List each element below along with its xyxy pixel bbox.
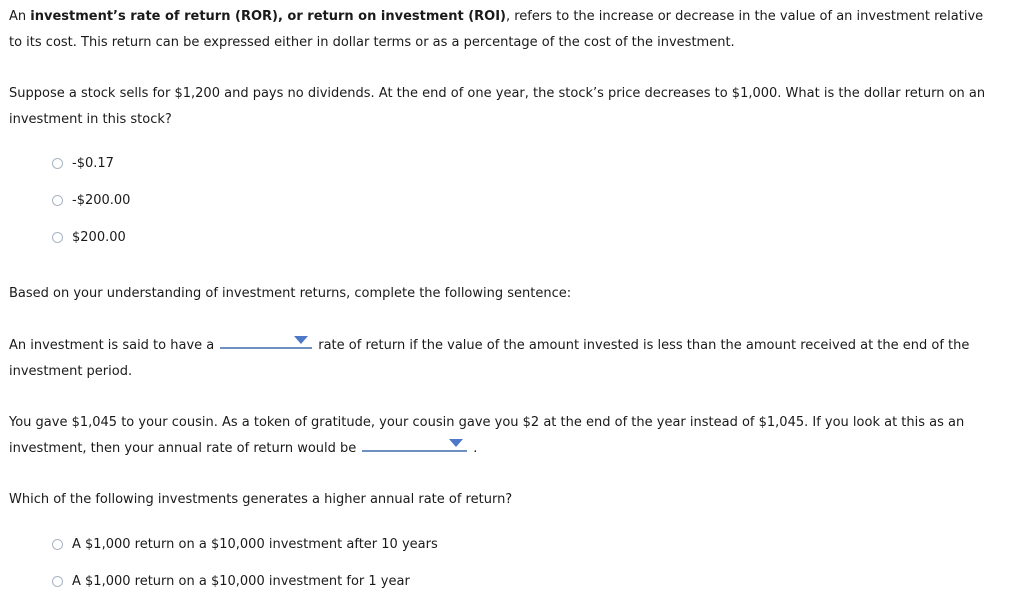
question-2-sentence — [9, 333, 999, 385]
radio-button[interactable] — [52, 158, 63, 169]
annual-return-dropdown[interactable] — [362, 436, 467, 452]
radio-button[interactable] — [52, 576, 63, 587]
rate-type-dropdown[interactable] — [220, 333, 312, 349]
q1-option-1[interactable] — [52, 153, 114, 173]
intro-paragraph — [9, 4, 999, 56]
q1-option-2[interactable] — [52, 190, 130, 210]
q1-option-3[interactable] — [52, 227, 126, 247]
question-4-prompt: Which of the following investments generates a higher annual rate of return? — [9, 492, 513, 507]
q4-option-1[interactable] — [52, 534, 438, 554]
sentence-part-before: An investment is said to have a — [9, 338, 215, 353]
option-label[interactable]: A $1,000 return on a $10,000 investment after 10 years — [72, 536, 438, 552]
intro-text-2: , refers to the increase or decrease in the value of an investment relative to its cost. This return can be expressed either in dollar terms or as a percentage of the cost of the investment. — [9, 9, 984, 50]
option-label[interactable]: A $1,000 return on a $10,000 investment for 1 year — [72, 573, 410, 589]
intro-text-1: An — [9, 9, 31, 24]
sentence-part-before: You gave $1,045 to your cousin. As a token of gratitude, your cousin gave you $2 at the end of the year instead of $1,045. If you look at this as an investment, then your annual rate of return would be — [9, 415, 965, 456]
radio-button[interactable] — [52, 539, 63, 550]
option-label[interactable]: -$200.00 — [72, 192, 131, 208]
intro-bold-term: investment’s rate of return (ROR), or return on investment (ROI) — [30, 9, 506, 24]
chevron-down-icon[interactable] — [449, 439, 463, 447]
question-1-prompt: Suppose a stock sells for $1,200 and pays no dividends. At the end of one year, the stock’s price decreases to $1,000. What is the dollar return on an investment in this stock? — [9, 86, 986, 127]
question-2-prompt: Based on your understanding of investment returns, complete the following sentence: — [9, 286, 572, 301]
sentence-part-after: rate of return if the value of the amount invested is less than the amount received at the end of the investment period. — [9, 338, 970, 379]
radio-button[interactable] — [52, 195, 63, 206]
chevron-down-icon[interactable] — [294, 336, 308, 344]
question-3-sentence — [9, 410, 999, 462]
option-label[interactable]: $200.00 — [72, 229, 126, 245]
q4-option-2[interactable] — [52, 571, 410, 591]
sentence-part-after: . — [473, 441, 478, 456]
radio-button[interactable] — [52, 232, 63, 243]
option-label[interactable]: -$0.17 — [72, 155, 114, 171]
